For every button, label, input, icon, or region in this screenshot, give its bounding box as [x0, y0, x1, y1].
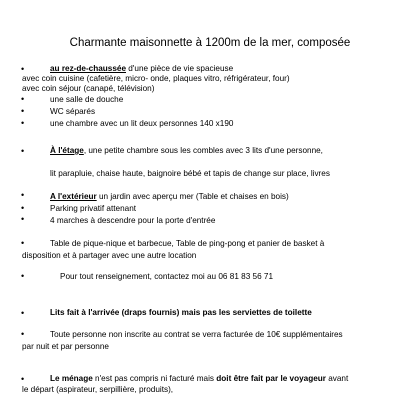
rdc-item: une chambre avec un lit deux personnes 140 x190: [50, 119, 234, 128]
menage-part4: avant: [325, 374, 349, 383]
ext-item: 4 marches à descendre pour la porte d'entrée: [50, 216, 216, 225]
bullet: •: [21, 214, 25, 224]
bullet: •: [21, 238, 25, 248]
etage-heading: À l'étage: [50, 146, 84, 155]
bullet: •: [21, 308, 25, 318]
ext-heading-rest: un jardin avec aperçu mer (Table et chaises en bois): [96, 192, 289, 201]
bullet: •: [21, 203, 25, 213]
contact-text: Pour tout renseignement, contactez moi au 06 81 83 56 71: [60, 272, 274, 281]
rdc-item: une salle de douche: [50, 95, 124, 104]
personnes-line1: Toute personne non inscrite au contrat se verra facturée de 10€ supplémentaires: [50, 330, 343, 339]
menage-part1: Le ménage: [50, 374, 93, 383]
equip-line2: disposition et à partager avec une autre location: [22, 251, 197, 260]
bullet: •: [21, 190, 25, 200]
rdc-heading-line: [50, 64, 233, 74]
rdc-heading: au rez-de-chaussée: [50, 64, 126, 73]
bullet: •: [21, 271, 25, 281]
rdc-item: WC séparés: [50, 107, 96, 116]
menage-line1: [50, 374, 348, 384]
ext-heading: A l'extérieur: [50, 192, 97, 201]
rdc-kitchen: avec coin cuisine (cafetière, micro- onde, plaques vitro, réfrigérateur, four): [22, 74, 290, 83]
equip-line1: Table de pique-nique et barbecue, Table de ping-pong et panier de basket à: [50, 239, 325, 248]
linge-text: Lits fait à l'arrivée (draps fournis) mais pas les serviettes de toilette: [50, 308, 312, 317]
personnes-line2: par nuit et par personne: [22, 342, 109, 351]
document-title: Charmante maisonnette à 1200m de la mer, composée: [69, 37, 351, 49]
etage-heading-line: [50, 146, 323, 156]
bullet: •: [21, 118, 25, 128]
etage-heading-rest: , une petite chambre sous les combles avec 3 lits d'une personne,: [83, 146, 323, 155]
menage-part2: n'est pas compris ni facturé mais: [92, 374, 217, 383]
bullet: •: [21, 329, 25, 339]
bullet: •: [21, 106, 25, 116]
menage-part3: doit être fait par le voyageur: [216, 374, 326, 383]
bullet: •: [21, 146, 25, 156]
bullet: •: [21, 94, 25, 104]
menage-line2: le départ (aspirateur, serpillière, produits),: [22, 385, 174, 394]
rdc-heading-rest: d'une pièce de vie spacieuse: [126, 64, 234, 73]
bullet: •: [21, 374, 25, 384]
etage-extras: lit parapluie, chaise haute, baignoire bébé et tapis de change sur place, livres: [50, 169, 330, 178]
bullet: •: [21, 64, 25, 74]
ext-heading-line: [50, 192, 289, 202]
rdc-living: avec coin séjour (canapé, télévision): [22, 84, 155, 93]
ext-item: Parking privatif attenant: [50, 204, 137, 213]
